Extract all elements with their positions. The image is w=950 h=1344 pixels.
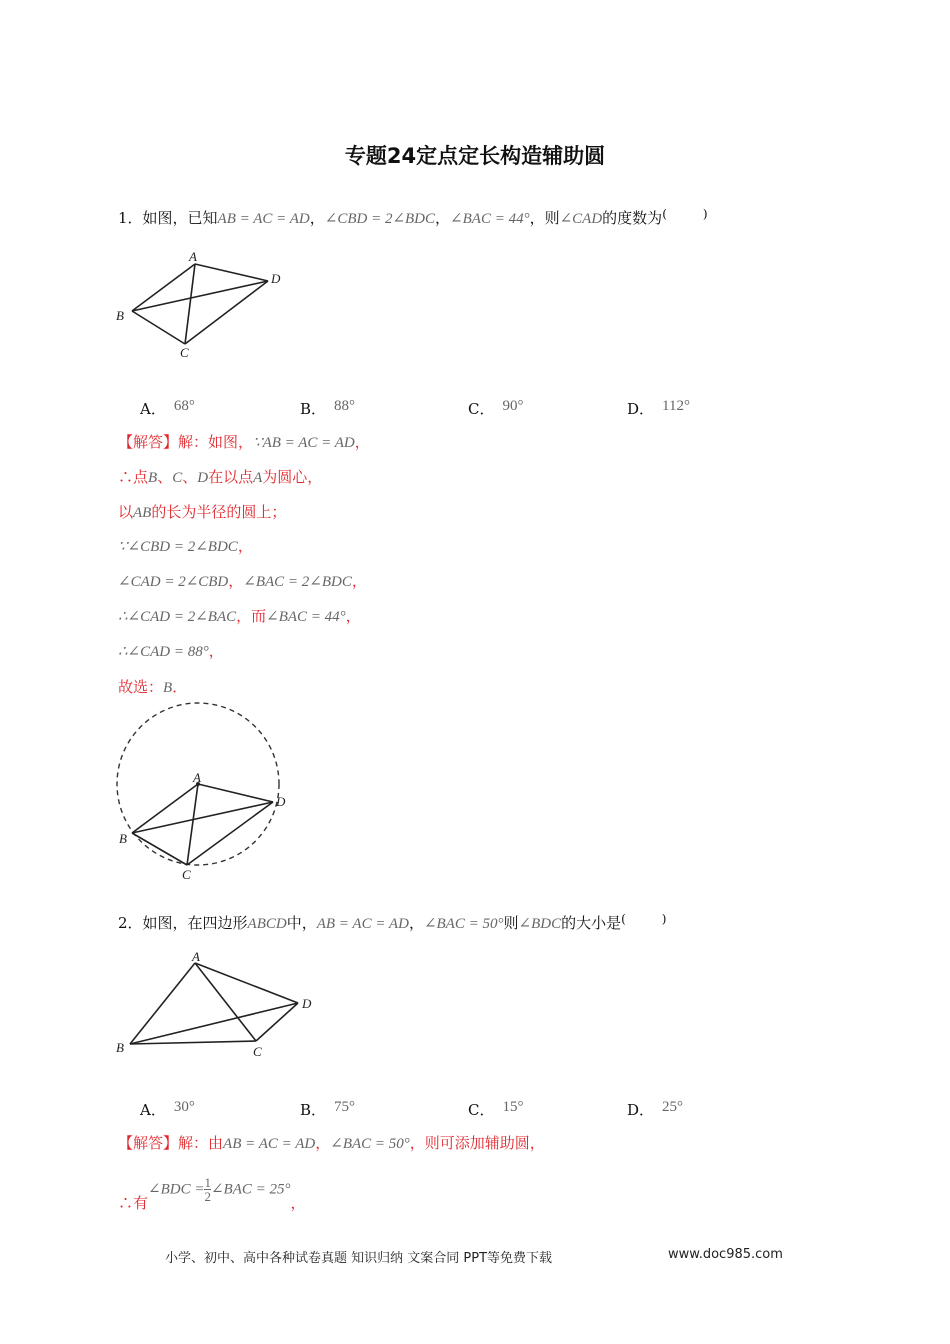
q2-option-b-value: 75° xyxy=(334,1099,356,1115)
q1-label-a: A xyxy=(189,249,197,264)
q2-ans-l1-sep: ， xyxy=(315,1134,331,1152)
q2-ans-l1-math2: ∠BAC = 50° xyxy=(330,1136,410,1152)
q2-option-a-value: 30° xyxy=(173,1099,195,1115)
q2-cond1: AB = AC = AD xyxy=(316,916,409,932)
q2-option-c[interactable] xyxy=(468,1099,523,1120)
q1-answer-line4 xyxy=(118,535,253,556)
q1-ans-l1-end: ， xyxy=(354,433,370,451)
q2-option-b-letter: B． xyxy=(300,1101,327,1119)
q2-answer-label: 【解答】 xyxy=(118,1134,179,1152)
q1-label-b: B xyxy=(116,308,124,323)
q2-option-d-letter: D． xyxy=(627,1101,655,1119)
q2-option-b[interactable] xyxy=(300,1099,355,1120)
q1-ans-l6-mid: ，而 xyxy=(236,607,267,625)
q2-cond3: ∠BDC xyxy=(518,916,562,932)
q1-ans-l8-b: B xyxy=(163,680,173,696)
q1-answer-line2 xyxy=(118,466,322,487)
q2-mid0: 中， xyxy=(286,914,317,932)
q1-ans-l1-text: 解：如图， xyxy=(178,433,254,451)
q1-seg-ac xyxy=(185,264,195,344)
q1-ans-l2-sep2: 、 xyxy=(182,468,198,486)
q2-option-a[interactable] xyxy=(140,1099,195,1120)
q1-ans-l6-end: ， xyxy=(345,607,361,625)
q1-stem-prefix: 1．如图，已知 xyxy=(118,209,218,227)
q2-seg-bd xyxy=(130,1003,298,1044)
q1-option-d-value: 112° xyxy=(662,398,690,414)
q1-ans-l6-math2: ∠BAC = 44° xyxy=(266,609,346,625)
q1-ans-l8-end: ． xyxy=(172,678,188,696)
q1s-label-a: A xyxy=(193,770,201,785)
q1-mid: ，则 xyxy=(529,209,560,227)
q2-ans-frac-den: 2 xyxy=(204,1189,211,1204)
q1-option-c-letter: C． xyxy=(468,400,495,418)
q1-option-b[interactable] xyxy=(300,398,355,419)
answer-label: 【解答】 xyxy=(118,433,179,451)
q1-cond2: ∠CBD = 2∠BDC xyxy=(324,211,436,227)
q2-stem xyxy=(118,912,666,933)
q1-option-d[interactable] xyxy=(627,398,690,419)
q1-answer-line6 xyxy=(118,605,361,626)
q2-figure xyxy=(110,948,330,1063)
q1-ans-l1-math: ∵AB = AC = AD xyxy=(253,435,355,451)
q2-ans-l1-end: ，则可添加辅助圆， xyxy=(409,1134,545,1152)
q1-solution-figure xyxy=(110,700,310,885)
q1s-label-b: B xyxy=(119,831,127,846)
q1-label-d: D xyxy=(271,271,281,286)
q1-option-b-value: 88° xyxy=(334,398,356,414)
q1-figure xyxy=(110,245,310,365)
q1-ans-l2-d: D xyxy=(197,470,209,486)
q1-ans-l2-mid: 在以点 xyxy=(208,468,254,486)
q1-ans-l5-math1: ∠CAD = 2∠CBD xyxy=(118,574,229,590)
q1-answer-line5 xyxy=(118,570,367,591)
q1-seg-bc xyxy=(132,311,185,344)
q1s-label-c: C xyxy=(182,867,191,882)
q1-ans-l5-math2: ∠BAC = 2∠BDC xyxy=(243,574,352,590)
q2-paren: ( ) xyxy=(621,912,667,926)
page-title: 专题24定点定长构造辅助圆 xyxy=(344,144,606,168)
q1-ans-l6-math: ∴∠CAD = 2∠BAC xyxy=(118,609,237,625)
q1-ans-l2-end: 为圆心， xyxy=(262,468,323,486)
q1-seg-ad xyxy=(195,264,268,281)
q1-sep2: ， xyxy=(435,209,451,227)
q2-option-c-value: 15° xyxy=(502,1099,524,1115)
q1-answer-line3 xyxy=(118,501,286,522)
q2-option-a-letter: A． xyxy=(140,1101,166,1119)
q1-ans-l5-sep: ， xyxy=(228,572,244,590)
footer-url[interactable]: www.doc985.com xyxy=(668,1247,783,1262)
q1-ans-l2-sep1: 、 xyxy=(157,468,173,486)
q1-sep1: ， xyxy=(309,209,325,227)
q1-ans-l3-ab: AB xyxy=(133,505,152,521)
q1-answer-line7 xyxy=(118,640,224,661)
q1-option-a[interactable] xyxy=(140,398,195,419)
q1s-seg-ac xyxy=(187,784,198,865)
q2-ans-l1-math: AB = AC = AD xyxy=(223,1136,316,1152)
q1-option-d-letter: D． xyxy=(627,400,655,418)
q2-ans-l2-math-b: ∠BAC = 25° xyxy=(210,1181,291,1198)
q1-suffix: 的度数为 xyxy=(602,209,663,227)
q1s-seg-ad xyxy=(198,784,273,802)
q2-ans-l2-math-a: ∠BDC = xyxy=(148,1181,205,1198)
q1-ans-l2-c: C xyxy=(172,470,183,486)
q1s-seg-bc xyxy=(132,833,187,865)
q2-label-b: B xyxy=(116,1040,124,1055)
q2-seg-bc xyxy=(130,1041,256,1044)
q1-cond3: ∠BAC = 44° xyxy=(450,211,530,227)
q1-option-c[interactable] xyxy=(468,398,523,419)
q1-ans-l4-math: ∵∠CBD = 2∠BDC xyxy=(118,539,238,555)
q1-ans-l7-math: ∴∠CAD = 88° xyxy=(118,644,209,660)
q2-stem-prefix: 2．如图，在四边形 xyxy=(118,914,248,932)
q1-ans-l3-end: 的长为半径的圆上； xyxy=(151,503,287,521)
q1-ans-l2-b: B xyxy=(148,470,158,486)
q2-ans-l2-end: ， xyxy=(290,1193,306,1212)
q2-cond2: ∠BAC = 50° xyxy=(423,916,504,932)
q1-answer-line8 xyxy=(118,676,187,697)
q2-answer-line2 xyxy=(118,1175,306,1212)
q2-ans-l1-text: 解：由 xyxy=(178,1134,224,1152)
q1-option-a-letter: A． xyxy=(140,400,166,418)
q1-ans-l4-end: ， xyxy=(237,537,253,555)
q1-ans-l8-pre: 故选： xyxy=(118,678,164,696)
q1s-label-d: D xyxy=(276,794,286,809)
q2-option-d-value: 25° xyxy=(662,1099,684,1115)
q1-ans-l2-a: A xyxy=(253,470,263,486)
q1-option-a-value: 68° xyxy=(173,398,195,414)
q2-ans-frac-num: 1 xyxy=(204,1175,211,1190)
q2-label-d: D xyxy=(302,996,312,1011)
q2-label-a: A xyxy=(192,949,200,964)
q1-cond4: ∠CAD xyxy=(559,211,603,227)
q1-ans-l2-pre: ∴点 xyxy=(118,468,149,486)
q2-option-d[interactable] xyxy=(627,1099,683,1120)
q1-paren: ( ) xyxy=(662,207,708,221)
q2-option-c-letter: C． xyxy=(468,1101,495,1119)
q2-sep1: ， xyxy=(408,914,424,932)
q1-answer-line1 xyxy=(118,431,370,452)
q2-label-c: C xyxy=(253,1044,262,1059)
q1-ans-l5-end: ， xyxy=(351,572,367,590)
q1-ans-l3-pre: 以 xyxy=(118,503,134,521)
q2-answer-line1 xyxy=(118,1132,545,1153)
q1-option-b-letter: B． xyxy=(300,400,327,418)
q2-seg-ab xyxy=(130,963,195,1044)
q1-cond1: AB = AC = AD xyxy=(217,211,310,227)
footer-text: 小学、初中、高中各种试卷真题 知识归纳 文案合同 PPT等免费下载 xyxy=(165,1251,553,1266)
q2-mid: 则 xyxy=(503,914,519,932)
q1-ans-l7-end: ， xyxy=(208,642,224,660)
q2-suffix: 的大小是 xyxy=(561,914,622,932)
q2-ans-l2-pre: ∴有 xyxy=(118,1193,149,1212)
q1-label-c: C xyxy=(180,345,189,360)
q1-option-c-value: 90° xyxy=(502,398,524,414)
q2-cond0: ABCD xyxy=(247,916,287,932)
q1-stem xyxy=(118,207,708,228)
